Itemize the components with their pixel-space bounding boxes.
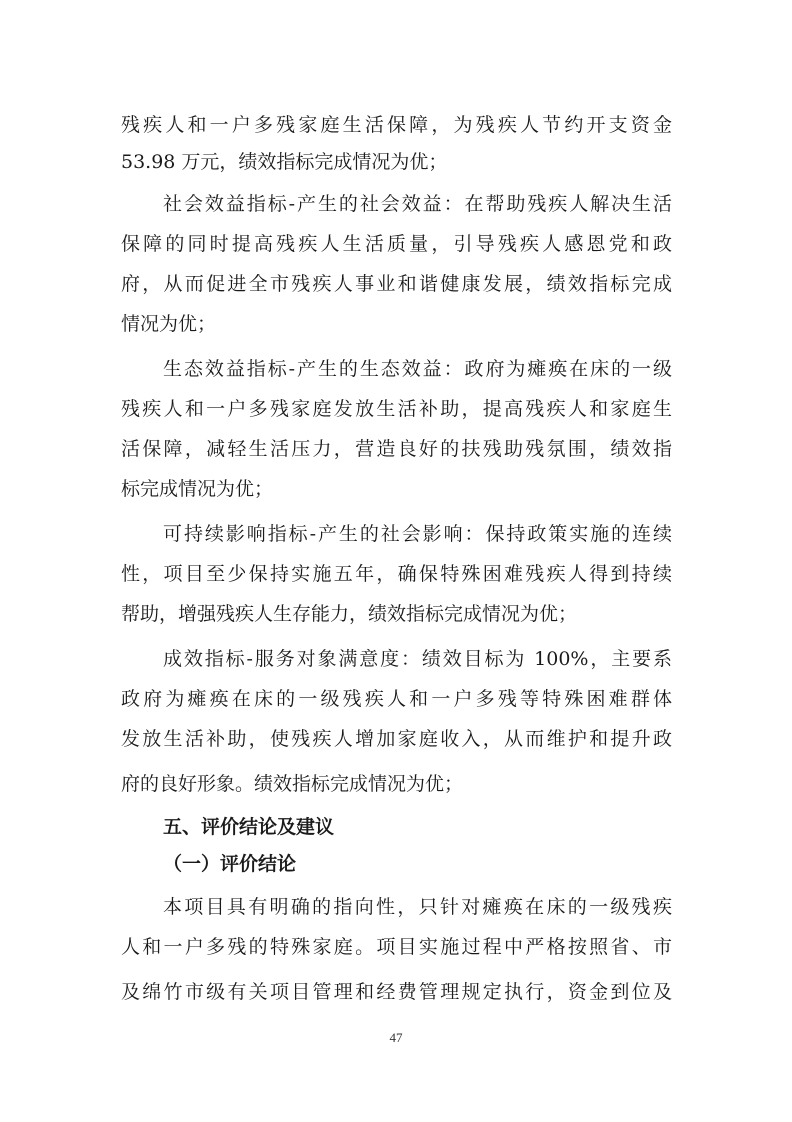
paragraph-line: 政府为瘫痪在床的一级残疾人和一户多残等特殊困难群体 xyxy=(121,688,672,710)
paragraph-line: 人和一户多残的特殊家庭。项目实施过程中严格按照省、市 xyxy=(121,936,672,958)
paragraph-line: 府，从而促进全市残疾人事业和谐健康发展，绩效指标完成 xyxy=(121,273,672,295)
subsection-heading: （一）评价结论 xyxy=(163,853,297,875)
paragraph-line: 社会效益指标-产生的社会效益：在帮助残疾人解决生活 xyxy=(163,193,672,215)
paragraph-line: 发放生活补助，使残疾人增加家庭收入，从而维护和提升政 xyxy=(121,728,672,750)
section-heading: 五、评价结论及建议 xyxy=(163,816,335,838)
paragraph-line: 残疾人和一户多残家庭发放生活补助，提高残疾人和家庭生 xyxy=(121,398,672,420)
paragraph-line: 可持续影响指标-产生的社会影响：保持政策实施的连续 xyxy=(163,523,672,545)
paragraph-line: 53.98 万元，绩效指标完成情况为优； xyxy=(121,151,448,173)
paragraph-line: 情况为优； xyxy=(121,313,217,335)
paragraph-line: 生态效益指标-产生的生态效益：政府为瘫痪在床的一级 xyxy=(163,358,672,380)
paragraph-line: 成效指标-服务对象满意度：绩效目标为 100%，主要系 xyxy=(163,648,672,670)
paragraph-line: 帮助，增强残疾人生存能力，绩效指标完成情况为优； xyxy=(121,603,578,625)
paragraph-line: 性，项目至少保持实施五年，确保特殊困难残疾人得到持续 xyxy=(121,563,672,585)
paragraph-line: 标完成情况为优； xyxy=(121,478,274,500)
paragraph-line: 残疾人和一户多残家庭生活保障，为残疾人节约开支资金 xyxy=(121,114,672,136)
paragraph-line: 保障的同时提高残疾人生活质量，引导残疾人感恩党和政 xyxy=(121,233,672,255)
page-number: 47 xyxy=(389,1030,403,1045)
paragraph-line: 及绵竹市级有关项目管理和经费管理规定执行，资金到位及 xyxy=(121,981,672,1003)
paragraph-line: 府的良好形象。绩效指标完成情况为优； xyxy=(121,773,464,795)
paragraph-line: 活保障，减轻生活压力，营造良好的扶残助残氛围，绩效指 xyxy=(121,438,672,460)
paragraph-line: 本项目具有明确的指向性，只针对瘫痪在床的一级残疾 xyxy=(163,896,672,918)
